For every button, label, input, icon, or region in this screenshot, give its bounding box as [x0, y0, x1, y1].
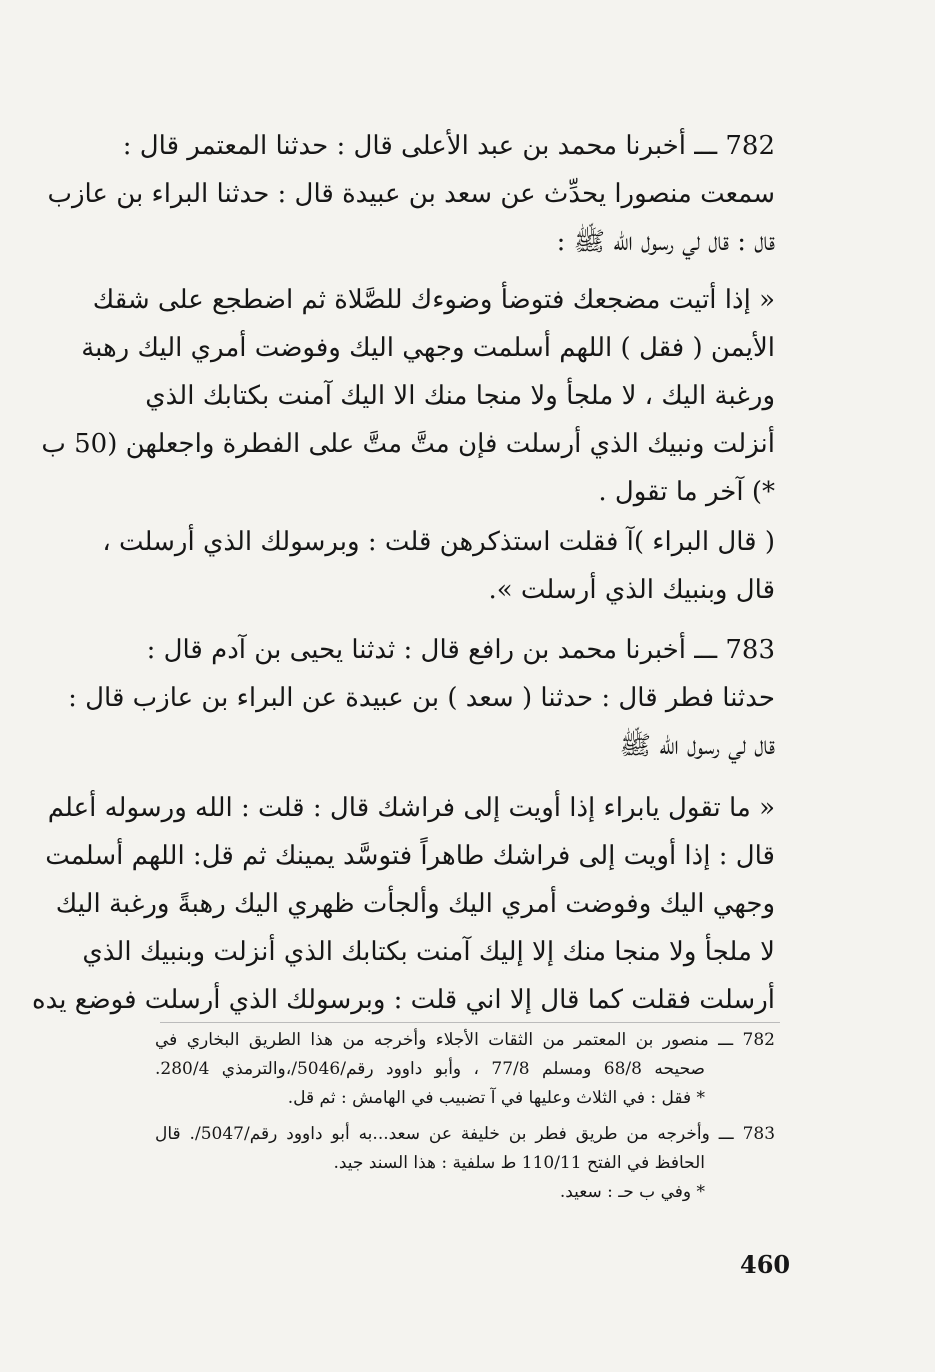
- hadith-782-isnad: [47, 122, 775, 266]
- text-line: *) آخر ما تقول .: [598, 477, 775, 507]
- text-line: ورغبة اليك ، لا ملجأ ولا منجا منك الا اليك آمنت بكتابك الذي: [145, 381, 775, 411]
- text-line: حدثنا فطر قال : حدثنا ( سعد ) بن عبيدة عن البراء بن عازب قال :: [68, 683, 775, 713]
- text-line: « إذا أتيت مضجعك فتوضأ وضوءك للصَّلاة ثم اضطجع على شقك: [92, 285, 775, 315]
- text-line: قال : قال لي رسول الله ﷺ :: [556, 227, 775, 257]
- hadith-783-isnad: [68, 626, 775, 770]
- text-line: أنزلت ونبيك الذي أرسلت فإن متَّ متَّ على الفطرة واجعلهن (50 ب: [41, 429, 775, 459]
- text-line: قال وبنبيك الذي أرسلت ».: [488, 575, 775, 605]
- footnote-line: * فقل : في الثلاث وعليها في آ تضبيب في الهامش : ثم قل.: [287, 1088, 705, 1108]
- text-line: سمعت منصورا يحدِّث عن سعد بن عبيدة قال : حدثنا البراء بن عازب: [47, 179, 775, 209]
- page-number: 460: [740, 1250, 791, 1279]
- footnote-line: 783 ـــ وأخرجه من طريق فطر بن خليفة عن سعد...به أبو داوود رقم/5047/. قال: [155, 1124, 776, 1144]
- text-line: الأيمن ( فقل ) اللهم أسلمت وجهي اليك وفوضت أمري اليك رهبة: [81, 333, 775, 363]
- footnote-783: [155, 1120, 775, 1207]
- hadith-782-bara-note: [102, 518, 775, 614]
- footnote-line: * وفي ب حـ : سعيد.: [559, 1182, 705, 1202]
- text-line: 782 ـــ أخبرنا محمد بن عبد الأعلى قال : حدثنا المعتمر قال :: [122, 131, 775, 161]
- footnote-line: 782 ـــ منصور بن المعتمر من الثقات الأجلاء وأخرجه من هذا الطريق البخاري في: [155, 1030, 775, 1050]
- text-line: « ما تقول يابراء إذا أويت إلى فراشك قال : قلت : الله ورسوله أعلم: [47, 793, 775, 823]
- text-line: قال لي رسول الله ﷺ: [619, 731, 775, 761]
- hadith-782-matn: [41, 276, 775, 516]
- text-line: وجهي اليك وفوضت أمري اليك وألجأت ظهري اليك رهبةً ورغبة اليك: [55, 889, 775, 919]
- text-line: 783 ـــ أخبرنا محمد بن رافع قال : ثدثنا يحيى بن آدم قال :: [146, 635, 775, 665]
- text-line: لا ملجأ ولا منجا منك إلا إليك آمنت بكتابك الذي أنزلت وبنبيك الذي: [82, 937, 775, 967]
- footnote-line: صحيحه 68/8 ومسلم 77/8 ، وأبو داوود رقم/5046/،والترمذي 280/4.: [155, 1059, 705, 1079]
- text-line: أرسلت فقلت كما قال إلا اني قلت : وبرسولك الذي أرسلت فوضع يده: [32, 985, 775, 1015]
- footnote-line: الحافظ في الفتح 110/11 ط سلفية : هذا السند جيد.: [333, 1153, 705, 1173]
- hadith-783-matn: [32, 784, 775, 1024]
- text-line: ( قال البراء )آ فقلت استذكرهن قلت : وبرسولك الذي أرسلت ،: [102, 527, 775, 557]
- footnote-divider: [160, 1022, 780, 1023]
- footnote-782: [155, 1026, 775, 1113]
- text-line: قال : إذا أويت إلى فراشك طاهراً فتوسَّد يمينك ثم قل: اللهم أسلمت: [45, 841, 775, 871]
